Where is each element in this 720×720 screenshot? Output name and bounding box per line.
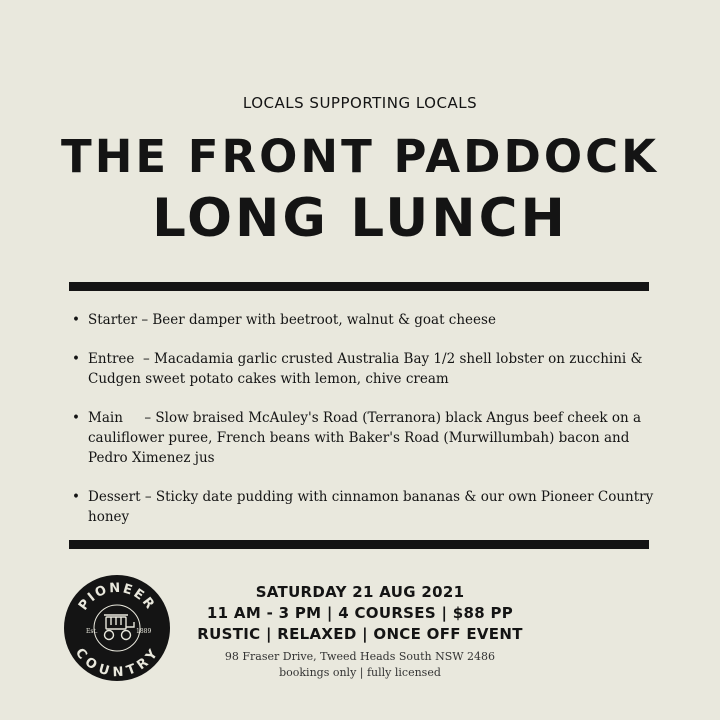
menu-item-entree: • Entree – Macadamia garlic crusted Australia Bay 1/2 shell lobster on zucchini & Cudgen sweet potato cakes with lemon, chive cream [70, 349, 660, 389]
event-times-price: 11 AM - 3 PM | 4 COURSES | $88 PP [206, 604, 514, 622]
title-line-2: LONG LUNCH [152, 188, 568, 249]
menu-list [70, 310, 660, 546]
event-details [180, 582, 540, 681]
logo-bottom-text: COUNTRY [72, 645, 162, 681]
menu-item-dessert: • Dessert – Sticky date pudding with cinnamon bananas & our own Pioneer Country honey [70, 487, 660, 527]
divider-top [69, 282, 649, 291]
menu-item-main: • Main – Slow braised McAuley's Road (Terranora) black Angus beef cheek on a cauliflower puree, French beans with Baker's Road (Murwillumbah) bacon and Pedro Ximenez jus [70, 408, 660, 468]
pioneer-country-logo [64, 575, 170, 681]
logo-est-year: 1889 [136, 628, 152, 635]
event-date: SATURDAY 21 AUG 2021 [255, 583, 465, 601]
logo-top-text: PIONEER [75, 580, 159, 614]
event-tags: RUSTIC | RELAXED | ONCE OFF EVENT [197, 625, 523, 643]
tagline: LOCALS SUPPORTING LOCALS [242, 94, 478, 112]
event-note: bookings only | fully licensed [279, 666, 441, 679]
menu-item-starter: • Starter – Beer damper with beetroot, walnut & goat cheese [70, 310, 660, 330]
divider-bottom [69, 540, 649, 549]
logo-est-label: Est. [86, 628, 98, 635]
title-line-1: THE FRONT PADDOCK [61, 130, 659, 183]
event-address: 98 Fraser Drive, Tweed Heads South NSW 2486 [224, 650, 496, 663]
